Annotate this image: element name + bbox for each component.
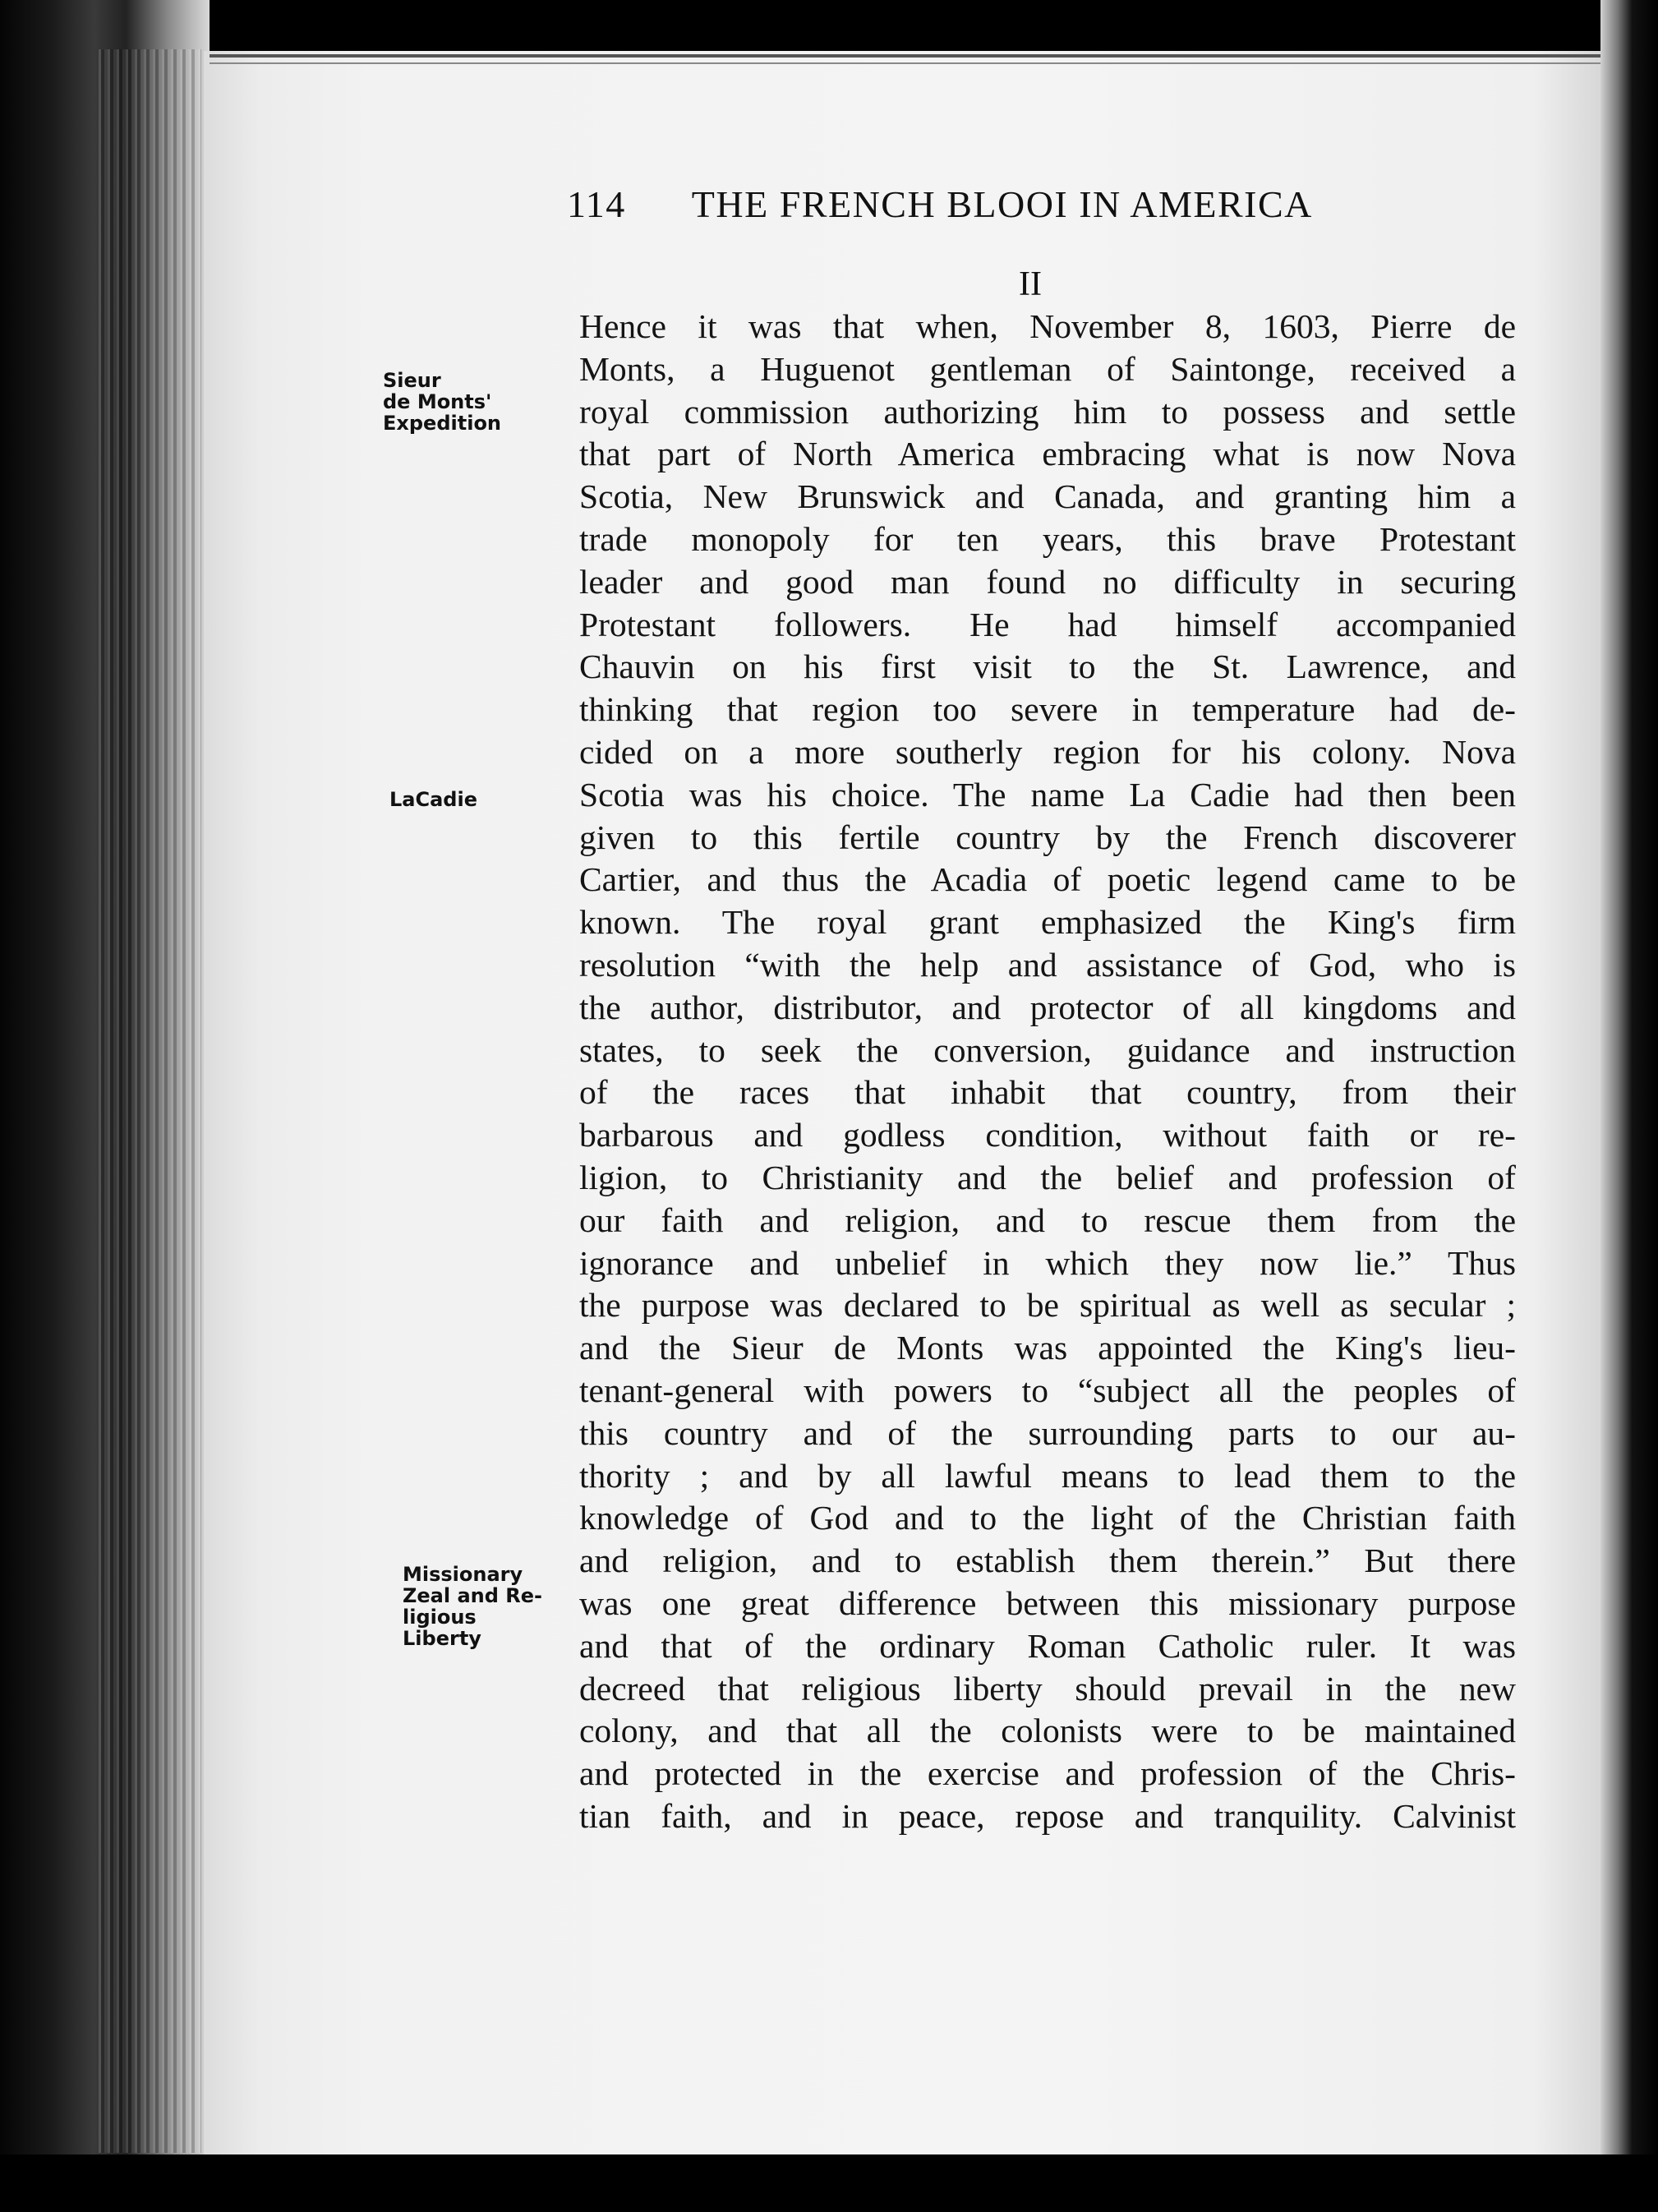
body-line: states, to seek the conversion, guidance and instruction <box>579 1030 1516 1069</box>
body-line: thinking that region too severe in temperature had de- <box>579 690 1516 729</box>
body-line: ligion, to Christianity and the belief and profession of <box>579 1158 1516 1196</box>
body-line: was one great difference between this missionary purpose <box>579 1583 1516 1622</box>
body-line: and protected in the exercise and profession of the Chris- <box>579 1754 1516 1793</box>
body-line: that part of North America embracing what is now Nova <box>579 435 1516 473</box>
body-line: Monts, a Huguenot gentleman of Saintonge, received a <box>579 349 1516 388</box>
body-line: colony, and that all the colonists were to be maintained <box>579 1712 1516 1750</box>
body-text <box>579 306 1516 1838</box>
body-line: Scotia, New Brunswick and Canada, and granting him a <box>579 477 1516 516</box>
body-line: Scotia was his choice. The name La Cadie had then been <box>579 775 1516 813</box>
margin-note-sieur-de-monts <box>383 370 501 434</box>
body-line: the author, distributor, and protector of all kingdoms and <box>579 988 1516 1026</box>
margin-note-lacadie <box>389 789 477 810</box>
scan-border-bottom <box>0 2154 1658 2212</box>
scan-border-top <box>0 0 1658 51</box>
body-line: Protestant followers. He had himself accompanied <box>579 605 1516 643</box>
body-line: known. The royal grant emphasized the King's firm <box>579 903 1516 942</box>
running-title: THE FRENCH BLOOI IN AMERICA <box>691 183 1313 225</box>
body-line: of the races that inhabit that country, from their <box>579 1073 1516 1112</box>
scan-border-right <box>1600 0 1658 2212</box>
margin-note-line: Liberty <box>403 1627 481 1650</box>
page-stack-edges <box>99 49 201 2153</box>
body-line: barbarous and godless condition, without faith or re- <box>579 1116 1516 1154</box>
margin-note-line: Zeal and Re- <box>403 1584 542 1607</box>
body-line: Chauvin on his first visit to the St. Lawrence, and <box>579 647 1516 686</box>
body-line: tian faith, and in peace, repose and tranquility. Calvinist <box>579 1796 1516 1835</box>
margin-note-line: LaCadie <box>389 788 477 811</box>
body-line: and that of the ordinary Roman Catholic ruler. It was <box>579 1626 1516 1665</box>
body-line: and religion, and to establish them therein.” But there <box>579 1541 1516 1580</box>
body-line: trade monopoly for ten years, this brave Protestant <box>579 519 1516 558</box>
body-line: knowledge of God and to the light of the Christian faith <box>579 1499 1516 1537</box>
margin-note-line: de Monts' <box>383 390 492 413</box>
section-number: II <box>1019 265 1042 303</box>
body-line: this country and of the surrounding parts to our au- <box>579 1413 1516 1452</box>
body-line: cided on a more southerly region for his colony. Nova <box>579 732 1516 771</box>
margin-note-line: ligious <box>403 1606 477 1629</box>
margin-note-line: Sieur <box>383 369 441 392</box>
body-line: Cartier, and thus the Acadia of poetic legend came to be <box>579 860 1516 899</box>
margin-note-line: Missionary <box>403 1563 523 1586</box>
body-line: and the Sieur de Monts was appointed the King's lieu- <box>579 1329 1516 1367</box>
margin-note-missionary-zeal <box>403 1564 542 1649</box>
body-line: royal commission authorizing him to possess and settle <box>579 392 1516 431</box>
body-line: leader and good man found no difficulty in securing <box>579 562 1516 601</box>
body-line: our faith and religion, and to rescue them from the <box>579 1200 1516 1239</box>
running-header <box>567 182 1313 226</box>
body-line: tenant-general with powers to “subject all the peoples of <box>579 1371 1516 1409</box>
margin-note-line: Expedition <box>383 412 502 435</box>
body-line: decreed that religious liberty should prevail in the new <box>579 1669 1516 1707</box>
page-number: 114 <box>567 183 626 225</box>
body-line: resolution “with the help and assistance of God, who is <box>579 945 1516 984</box>
body-line: thority ; and by all lawful means to lead them to the <box>579 1456 1516 1495</box>
page-top-rule-secondary <box>210 62 1606 64</box>
body-line: the purpose was declared to be spiritual as well as secular ; <box>579 1286 1516 1325</box>
body-line: ignorance and unbelief in which they now lie.” Thus <box>579 1243 1516 1282</box>
body-line: given to this fertile country by the French discoverer <box>579 818 1516 856</box>
page-top-rule <box>210 54 1606 58</box>
body-line: Hence it was that when, November 8, 1603, Pierre de <box>579 307 1516 345</box>
